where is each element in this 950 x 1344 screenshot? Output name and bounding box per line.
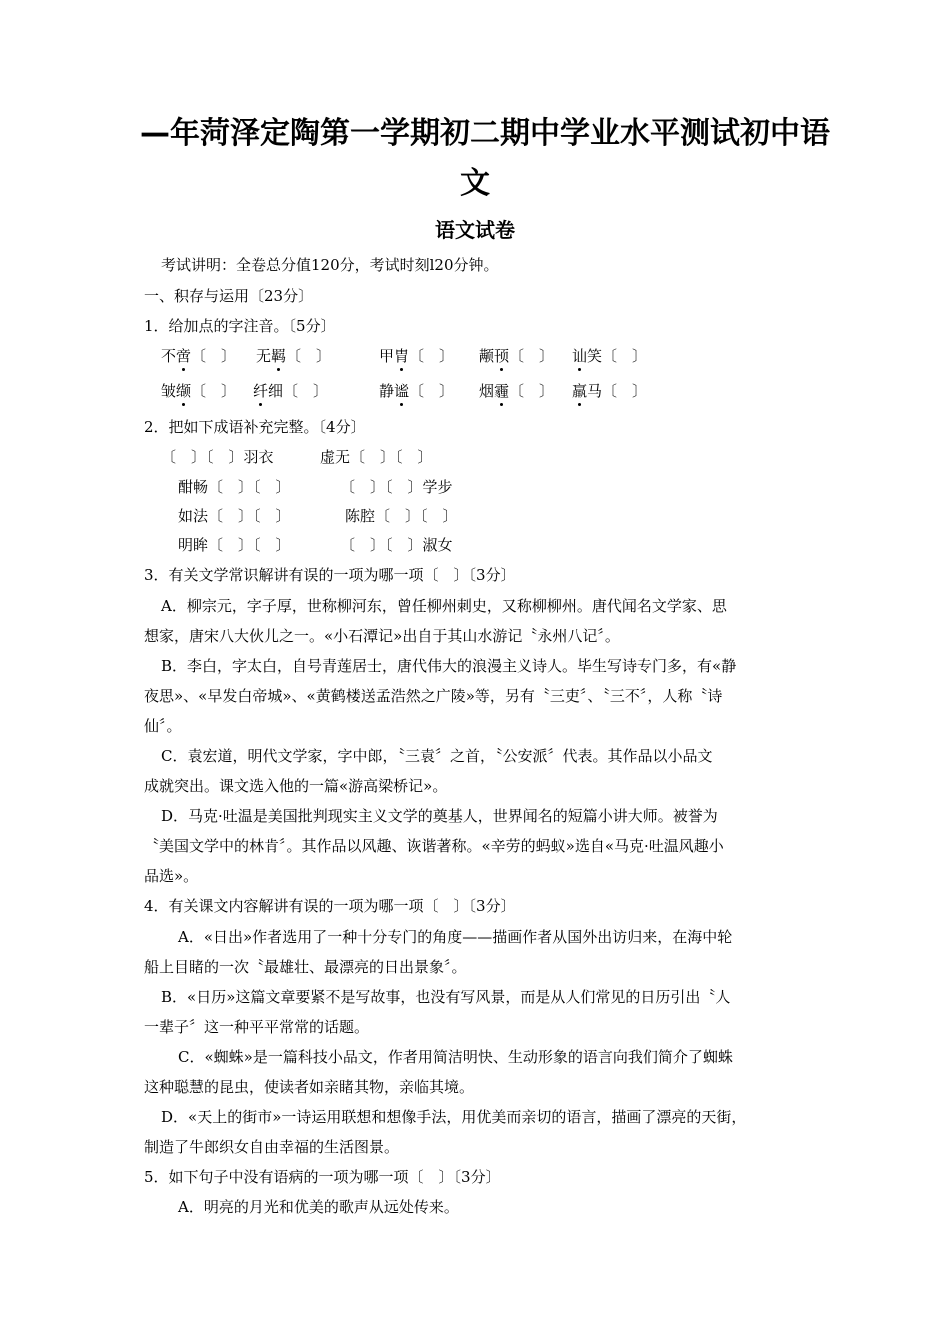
option-a-text: 想家，唐宋八大伙儿之一。«小石潭记»出自于其山水游记〝永州八记〞。	[144, 627, 620, 645]
option-d-text: D．马克·吐温是美国批判现实主义文学的奠基人，世界闻名的短篇小讲大师。被誉为	[161, 807, 718, 825]
option-a-text: A．明亮的月光和优美的歌声从远处传来。	[178, 1198, 459, 1216]
idiom-item: 陈腔〔 〕〔 〕	[345, 507, 458, 525]
question-5-stem: 5．如下句子中没有语病的一项为哪一项〔 〕〔3分〕	[144, 1168, 501, 1186]
option-b-text: B．李白，字太白，自号青莲居士，唐代伟大的浪漫主义诗人。毕生写诗专门多，有«静	[161, 657, 737, 675]
option-b-text: 仙〞。	[144, 717, 182, 735]
option-c-text: C．袁宏道，明代文学家，字中郎，〝三袁〞之首，〝公安派〞代表。其作品以小品文	[161, 747, 713, 765]
document-title-line-1: —年菏泽定陶第一学期初二期中学业水平测试初中语	[140, 116, 830, 151]
pinyin-item: 羸马〔 〕	[572, 382, 648, 400]
pinyin-item: 颟顸〔 〕	[479, 347, 555, 365]
pinyin-item: 烟霾〔 〕	[479, 382, 555, 400]
option-c-text: 这种聪慧的昆虫，使读者如亲睹其物，亲临其境。	[144, 1078, 475, 1096]
pinyin-item: 无羁〔 〕	[256, 347, 332, 365]
option-c-text: 成就突出。课文选入他的一篇«游高梁桥记»。	[144, 777, 448, 795]
question-1-stem: 1．给加点的字注音。〔5分〕	[144, 317, 336, 335]
exam-instructions: 考试讲明：全卷总分值120分，考试时刻l20分钟。	[161, 256, 499, 274]
option-d-text: 〝美国文学中的林肯〞。其作品以风趣、诙谐著称。«辛劳的蚂蚁»选自«马克·吐温风趣小	[144, 837, 724, 855]
idiom-item: 酣畅〔 〕〔 〕	[178, 478, 291, 496]
pinyin-item: 不啻〔 〕	[161, 347, 237, 365]
question-4-stem: 4．有关课文内容解讲有误的一项为哪一项〔 〕〔3分〕	[144, 897, 516, 915]
idiom-item: 〔 〕〔 〕淑女	[340, 536, 453, 554]
option-c-text: C．«蜘蛛»是一篇科技小品文，作者用简洁明快、生动形象的语言向我们简介了蜘蛛	[178, 1048, 733, 1066]
section-heading: 一、积存与运用〔23分〕	[144, 287, 314, 305]
idiom-item: 如法〔 〕〔 〕	[178, 507, 291, 525]
document-title-line-2: 文	[460, 166, 490, 201]
option-b-text: B．«日历»这篇文章要紧不是写故事，也没有写风景，而是从人们常见的日历引出〝人	[161, 988, 731, 1006]
question-2-stem: 2．把如下成语补充完整。〔4分〕	[144, 418, 366, 436]
idiom-item: 虚无〔 〕〔 〕	[320, 448, 433, 466]
pinyin-item: 皱缬〔 〕	[161, 382, 237, 400]
pinyin-item: 甲胄〔 〕	[379, 347, 455, 365]
option-a-text: 船上目睹的一次〝最雄壮、最漂亮的日出景象〞。	[144, 958, 467, 976]
pinyin-item: 讪笑〔 〕	[572, 347, 648, 365]
option-d-text: 制造了牛郎织女自由幸福的生活图景。	[144, 1138, 400, 1156]
option-a-text: A．«日出»作者选用了一种十分专门的角度——描画作者从国外出访归来，在海中轮	[178, 928, 733, 946]
pinyin-item: 静谧〔 〕	[379, 382, 455, 400]
option-d-text: 品选»。	[144, 867, 199, 885]
document-subtitle: 语文试卷	[435, 218, 515, 242]
option-d-text: D．«天上的街市»一诗运用联想和想像手法，用优美而亲切的语言，描画了漂亮的天街，	[161, 1108, 747, 1126]
pinyin-item: 纤细〔 〕	[253, 382, 329, 400]
option-b-text: 一辈子〞这一种平平常常的话题。	[144, 1018, 370, 1036]
idiom-item: 〔 〕〔 〕羽衣	[161, 448, 274, 466]
idiom-item: 明眸〔 〕〔 〕	[178, 536, 291, 554]
idiom-item: 〔 〕〔 〕学步	[340, 478, 453, 496]
question-3-stem: 3．有关文学常识解讲有误的一项为哪一项〔 〕〔3分〕	[144, 566, 516, 584]
option-a-text: A．柳宗元，字子厚，世称柳河东，曾任柳州刺史，又称柳柳州。唐代闻名文学家、思	[161, 597, 727, 615]
option-b-text: 夜思»、«早发白帝城»、«黄鹤楼送孟浩然之广陵»等，另有〝三吏〞、〝三不〞，人称〝诗	[144, 687, 723, 705]
